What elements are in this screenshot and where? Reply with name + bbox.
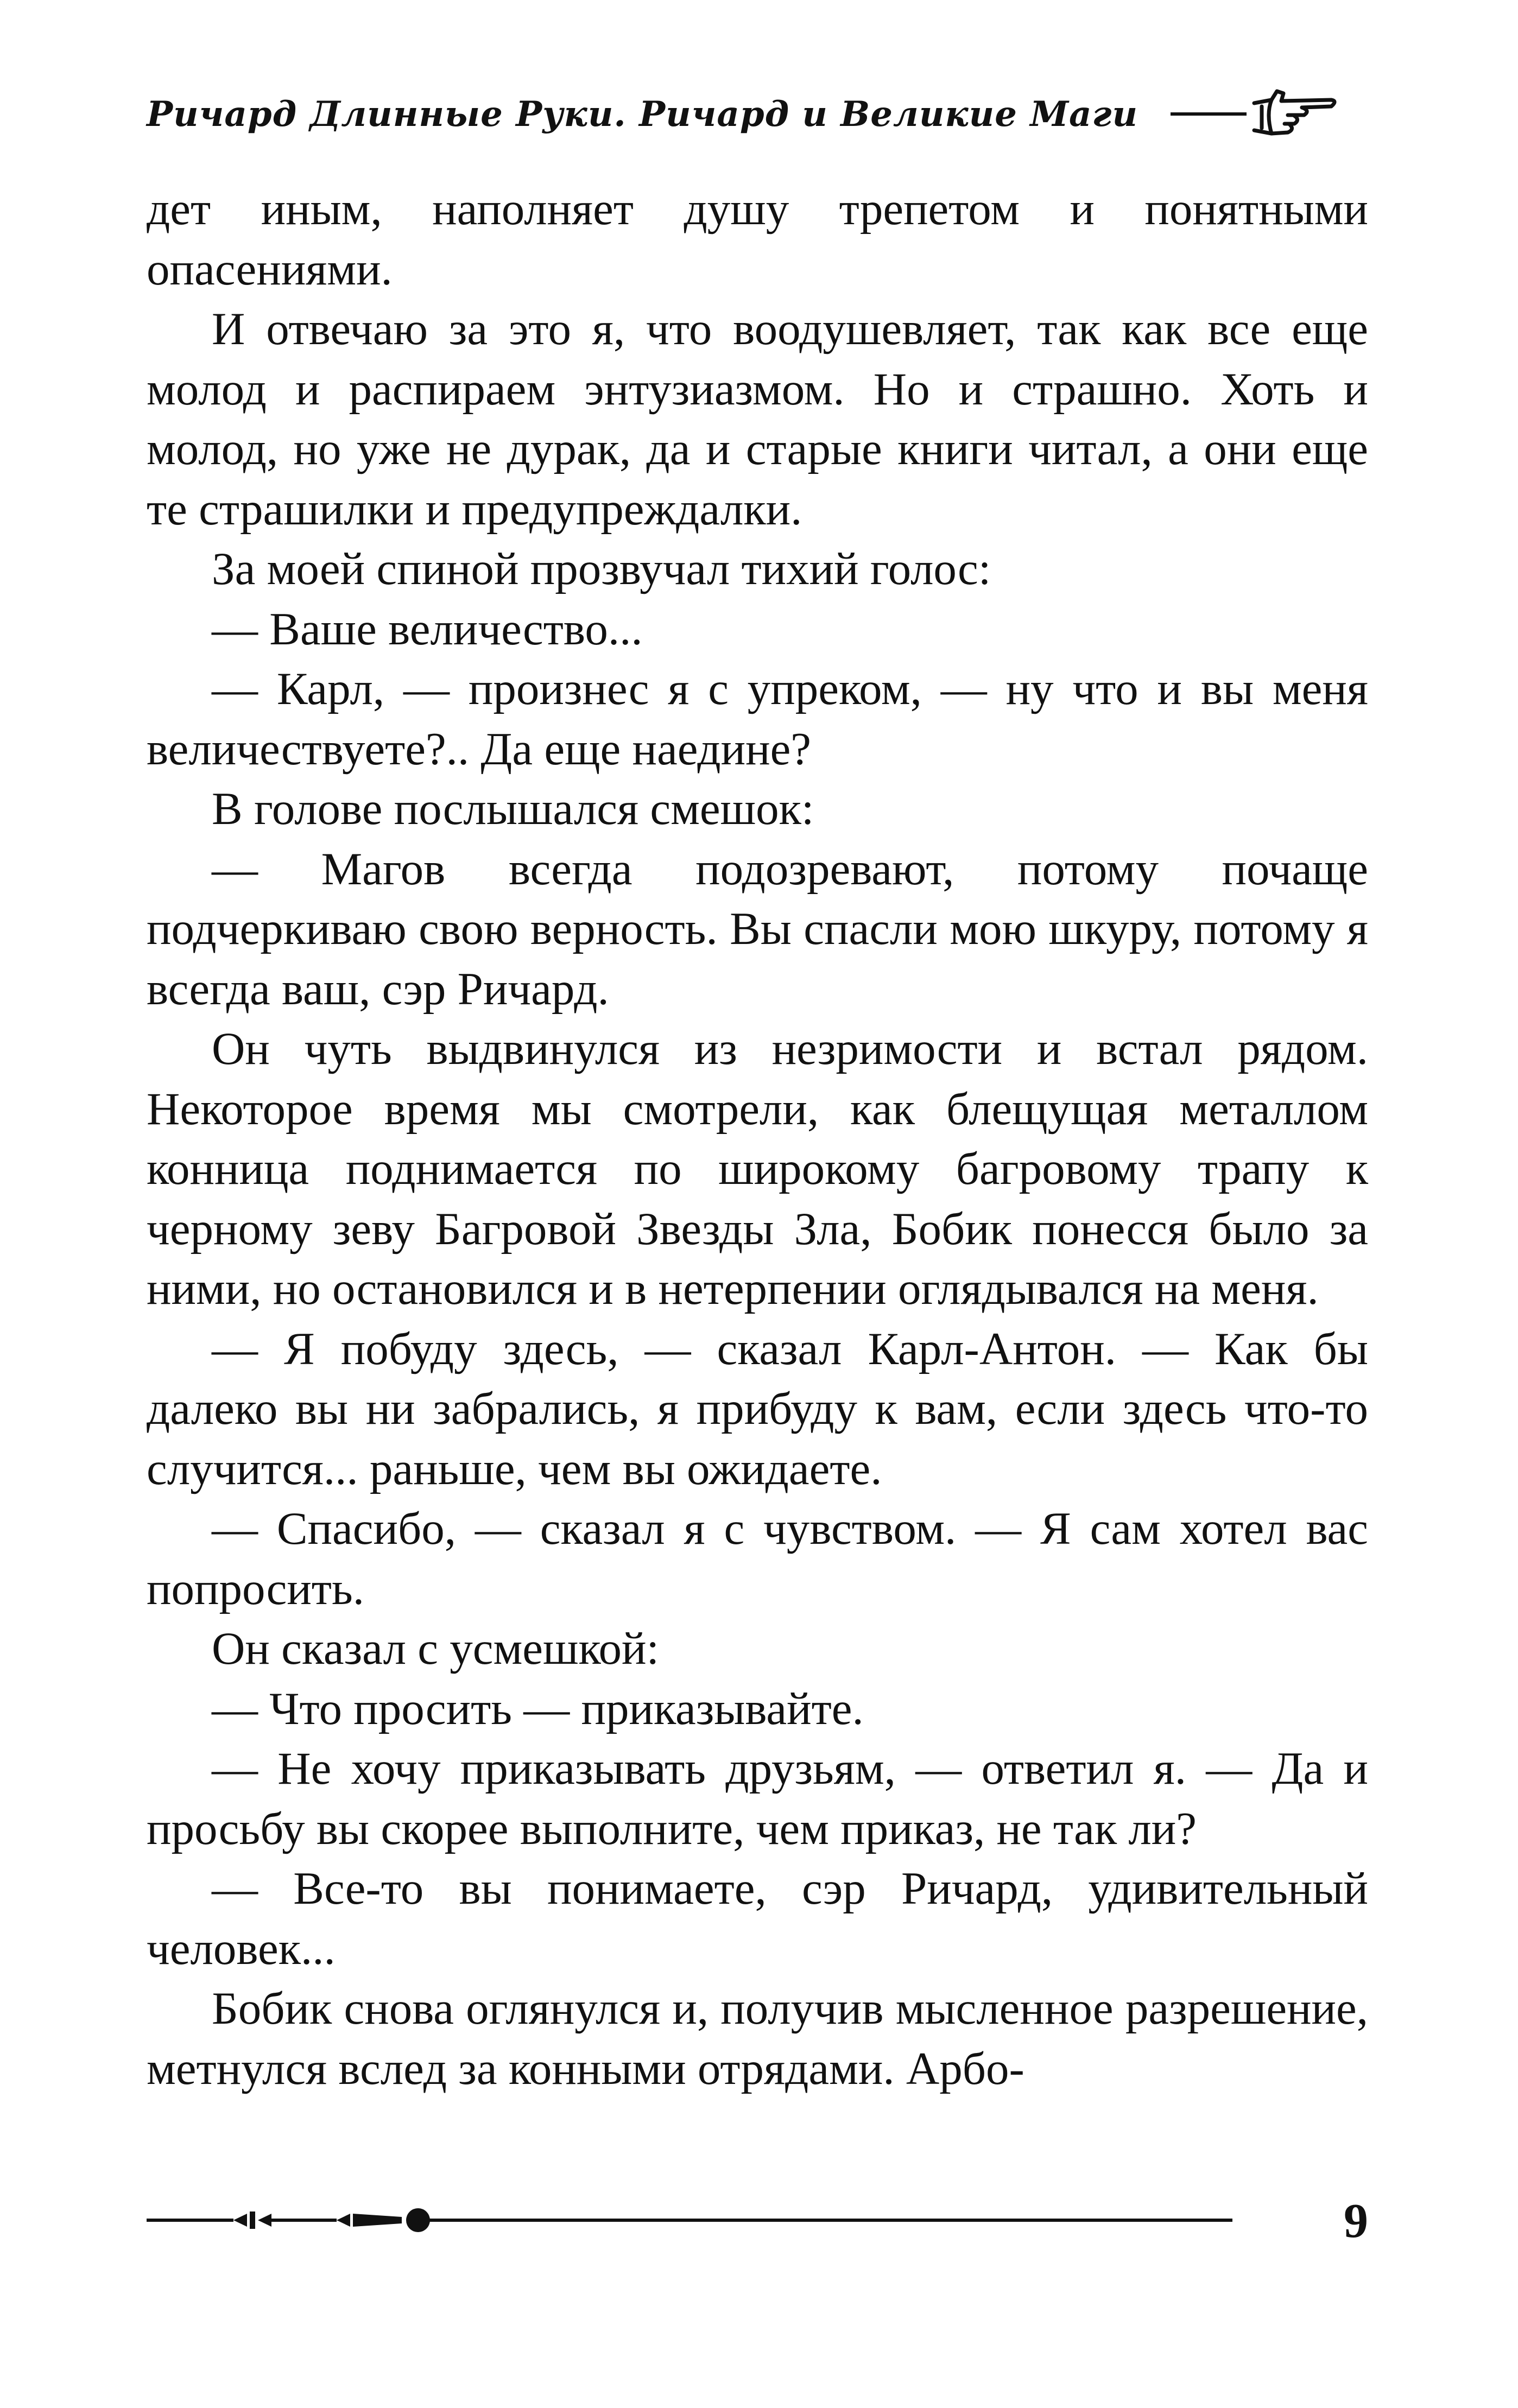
paragraph: — Спасибо, — сказал я с чувством. — Я сам хотел вас попросить.	[147, 1503, 1368, 1614]
paragraph: Бобик снова оглянулся и, получив мысленное разрешение, метнулся вслед за конными отрядами. Арбо-	[147, 1983, 1368, 2094]
header-rule	[1171, 112, 1247, 116]
running-header-title: Ричард Длинные Руки. Ричард и Великие Маги	[147, 93, 1138, 135]
page-footer	[147, 2193, 1368, 2258]
paragraph: В голове послышался смешок:	[212, 783, 814, 834]
paragraph: Он чуть выдвинулся из незримости и встал рядом. Некоторое время мы смотрели, как блещущая металлом конница поднимается по широкому багровому трапу к черному зеву Багровой Звезды Зла, Бобик понесся было за ними, но остановился и в нетерпении оглядывался на меня.	[147, 1023, 1368, 1314]
pointing-hand-icon	[1250, 81, 1342, 147]
page-body-text	[147, 179, 1368, 2099]
paragraph: — Ваше величество...	[212, 603, 643, 655]
running-header	[147, 65, 1384, 163]
paragraph: — Магов всегда подозревают, потому почаще подчеркиваю свою верность. Вы спасли мою шкуру, потому я всегда ваш, сэр Ричард.	[147, 843, 1368, 1015]
page-number: 9	[1344, 2194, 1368, 2248]
paragraph: И отвечаю за это я, что воодушевляет, так как все еще молод и распираем энтузиазмом. Но и страшно. Хоть и молод, но уже не дурак, да и старые книги читал, а они еще те страшилки и предупреждалки.	[147, 303, 1368, 535]
paragraph: Он сказал с усмешкой:	[212, 1623, 660, 1674]
paragraph: дет иным, наполняет душу трепетом и понятными опасениями.	[147, 183, 1368, 295]
paragraph: — Все-то вы понимаете, сэр Ричард, удивительный человек...	[147, 1863, 1368, 1974]
paragraph: — Не хочу приказывать друзьям, — ответил я. — Да и просьбу вы скорее выполните, чем приказ, не так ли?	[147, 1743, 1368, 1854]
paragraph: — Я побуду здесь, — сказал Карл-Антон. — Как бы далеко вы ни забрались, я прибуду к вам, если здесь что-то случится... раньше, чем вы ожидаете.	[147, 1323, 1368, 1494]
ornamental-rule-icon	[147, 2204, 1232, 2236]
paragraph: — Что просить — приказывайте.	[212, 1683, 864, 1734]
paragraph: — Карл, — произнес я с упреком, — ну что и вы меня величествуете?.. Да еще наедине?	[147, 663, 1368, 775]
paragraph: За моей спиной прозвучал тихий голос:	[212, 543, 991, 594]
